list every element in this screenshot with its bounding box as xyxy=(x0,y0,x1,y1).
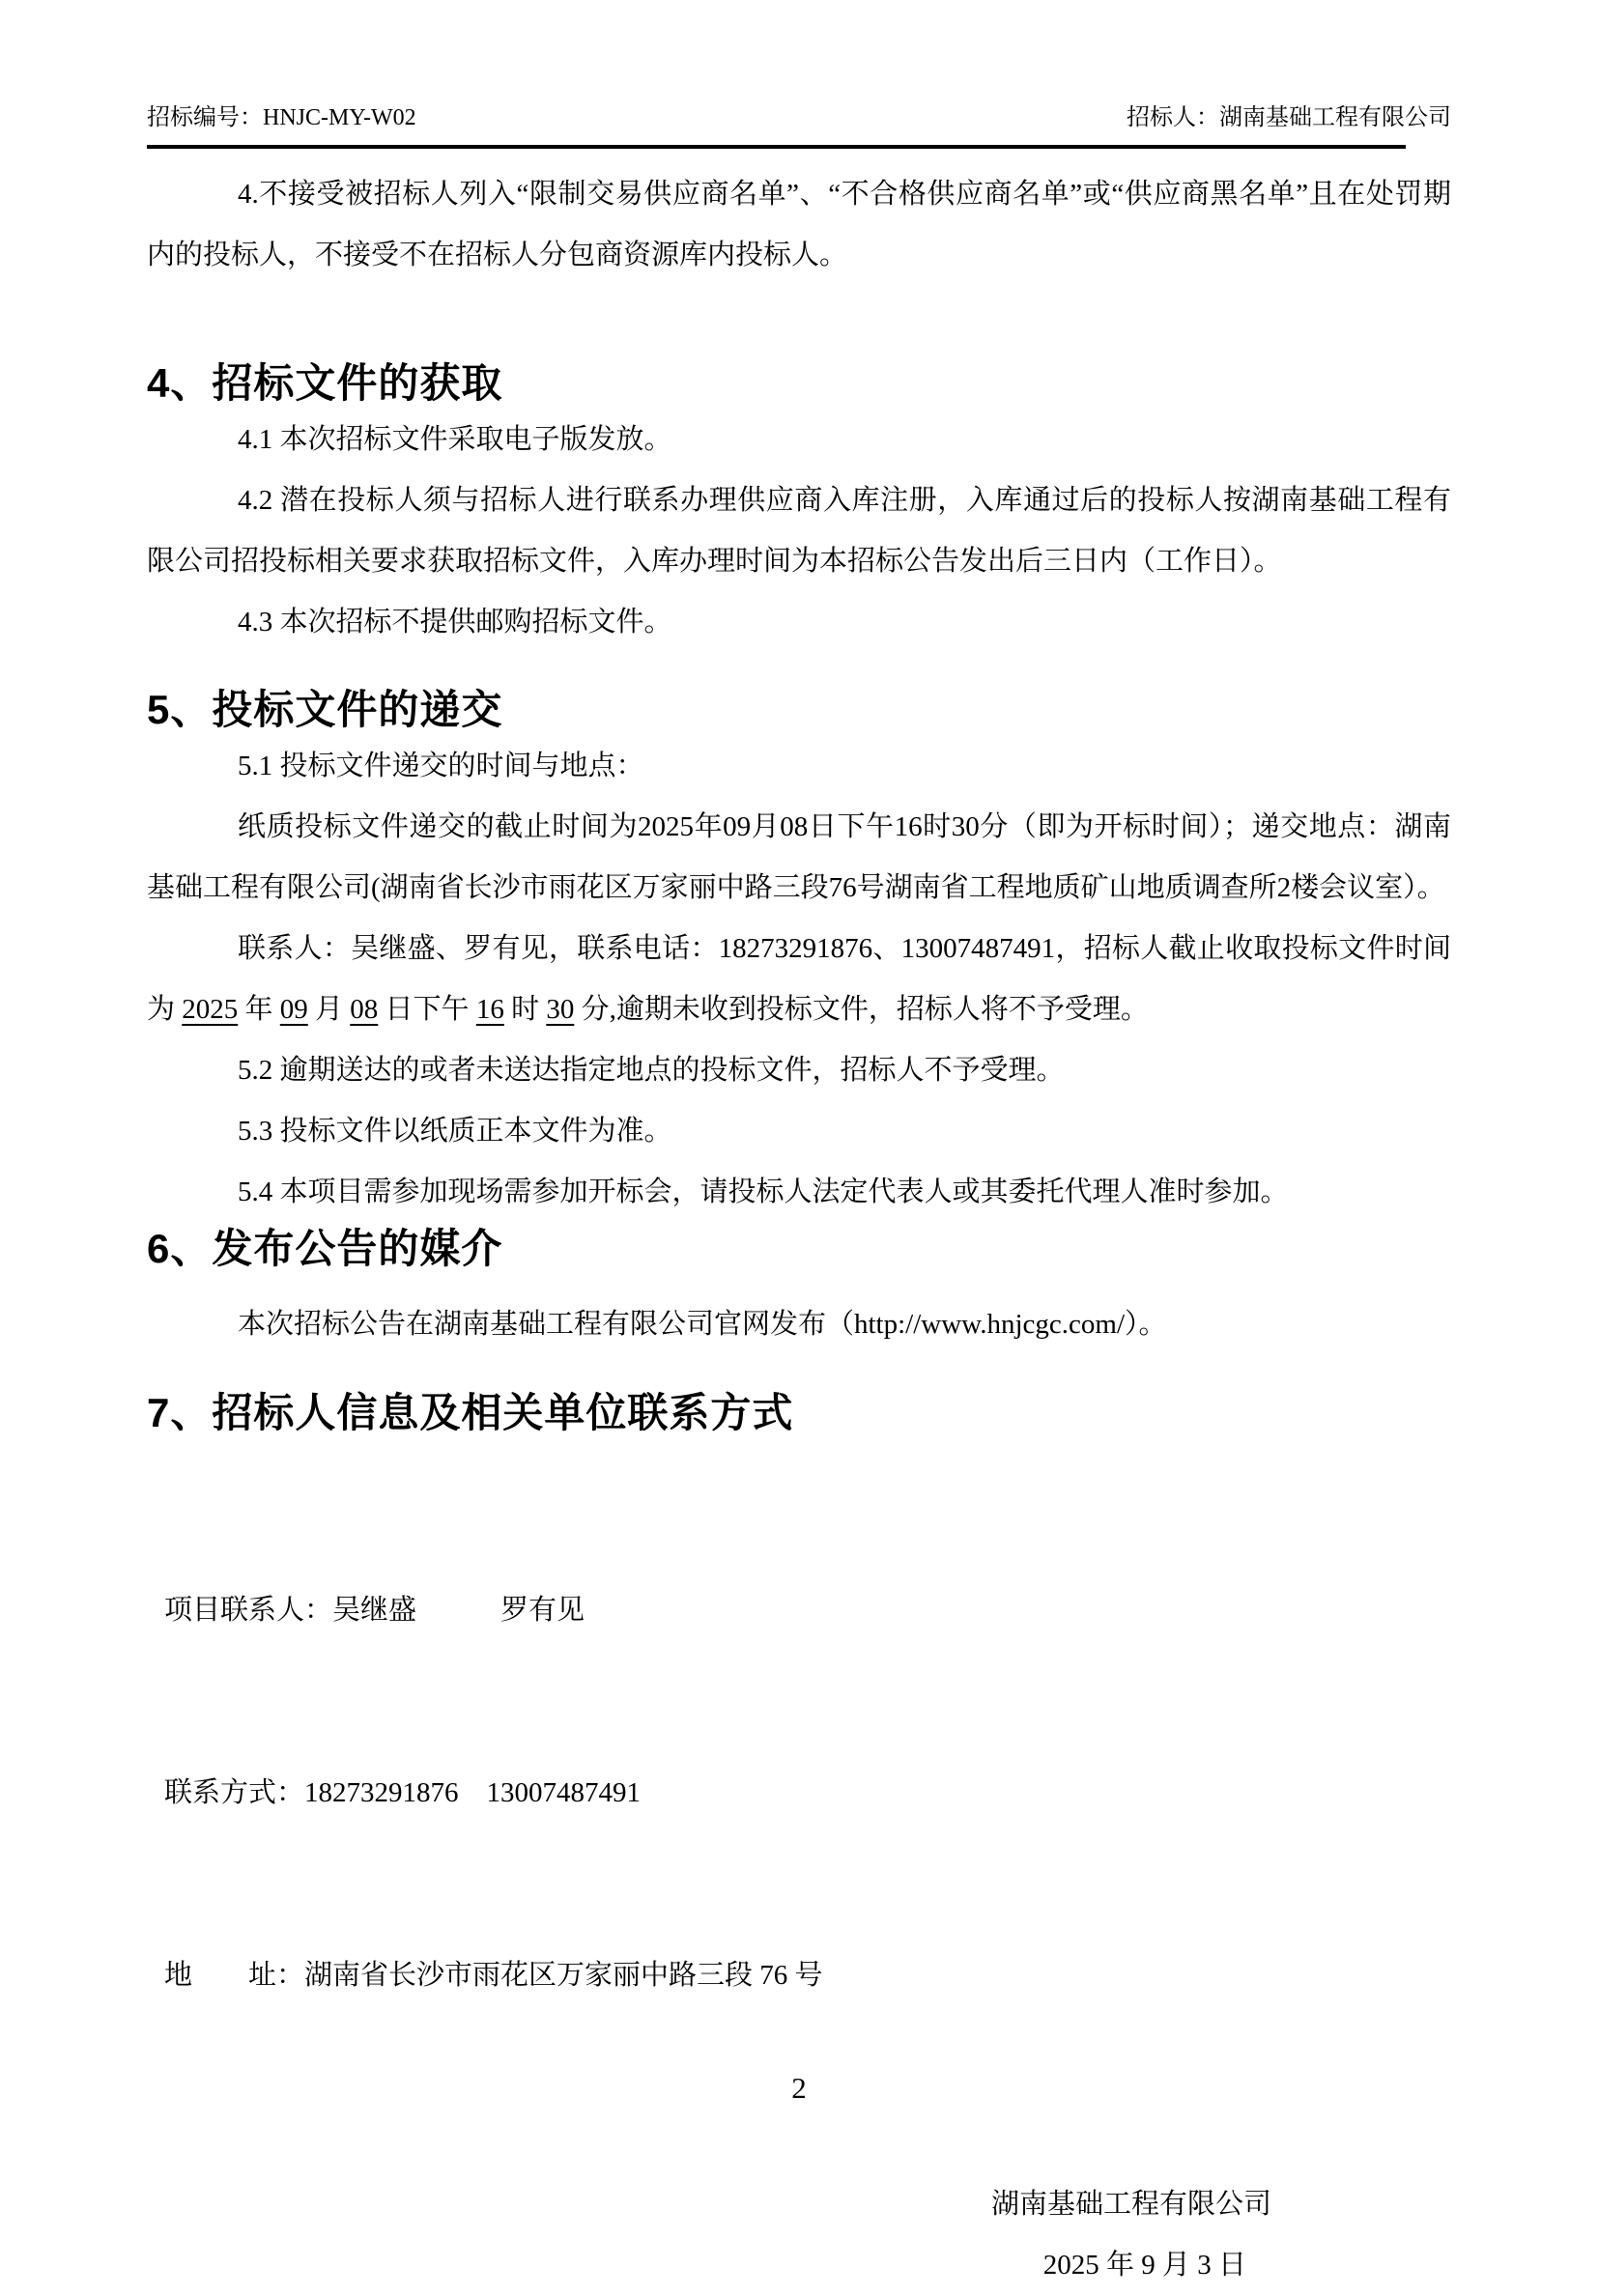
project-contacts-line: 项目联系人：吴继盛 罗有见 xyxy=(164,1595,585,1626)
section6-title: 6、发布公告的媒介 xyxy=(147,1226,503,1271)
section5-paragraph-4: 5.3 投标文件以纸质正本文件为准。 xyxy=(238,1116,672,1147)
address-line: 地 址：湖南省长沙市雨花区万家丽中路三段 76 号 xyxy=(164,1960,823,1991)
section4-paragraph-3: 4.3 本次招标不提供邮购招标文件。 xyxy=(238,607,672,638)
section5-paragraph-5: 5.4 本项目需参加现场需参加开标会，请投标人法定代表人或其委托代理人准时参加。 xyxy=(238,1176,1289,1207)
deadline-minute: 30 xyxy=(546,994,575,1025)
section4-title: 4、招标文件的获取 xyxy=(147,360,503,406)
contact-text: 日下午 xyxy=(378,994,476,1025)
section5-paragraph-3: 5.2 逾期送达的或者未送达指定地点的投标文件，招标人不予受理。 xyxy=(238,1055,1065,1086)
section5-deadline-paragraph: 纸质投标文件递交的截止时间为2025年09月08日下午16时30分（即为开标时间）；递交地点：湖南基础工程有限公司(湖南省长沙市雨花区万家丽中路三段76号湖南省工程地质矿山地质调查所2楼会议室）。 xyxy=(147,811,1451,903)
page-header xyxy=(147,104,1451,131)
tenderer-info-block xyxy=(164,1459,1451,2128)
deadline-day: 08 xyxy=(350,994,379,1025)
signoff-company: 湖南基础工程有限公司 xyxy=(990,2189,1271,2220)
section5-title: 5、投标文件的递交 xyxy=(147,687,503,732)
contact-phones-line: 联系方式：18273291876 13007487491 xyxy=(164,1777,642,1808)
deadline-year: 2025 xyxy=(182,994,239,1025)
deadline-month: 09 xyxy=(279,994,308,1025)
contact-text: 年 xyxy=(238,994,280,1025)
header-tender-number: 招标编号：HNJC-MY-W02 xyxy=(147,105,416,130)
document-content xyxy=(147,0,1451,2296)
intro-paragraph: 4.不接受被招标人列入“限制交易供应商名单”、“不合格供应商名单”或“供应商黑名单”且在处罚期内的投标人，不接受不在招标人分包商资源库内投标人。 xyxy=(147,179,1451,270)
section5-contact-paragraph xyxy=(147,919,1451,1040)
section6-paragraph: 本次招标公告在湖南基础工程有限公司官网发布（http://www.hnjcgc.com/）。 xyxy=(238,1309,1167,1340)
contact-text: 分,逾期未收到投标文件，招标人将不予受理。 xyxy=(574,994,1149,1025)
contact-text: 时 xyxy=(503,994,547,1025)
page-number: 2 xyxy=(791,2071,807,2105)
header-divider xyxy=(147,145,1406,149)
section4-paragraph-1: 4.1 本次招标文件采取电子版发放。 xyxy=(238,424,672,455)
header-tenderer: 招标人：湖南基础工程有限公司 xyxy=(1127,105,1451,130)
section4-paragraph-2: 4.2 潜在投标人须与招标人进行联系办理供应商入库注册，入库通过后的投标人按湖南基础工程有限公司招投标相关要求获取招标文件，入库办理时间为本招标公告发出后三日内（工作日）。 xyxy=(147,485,1451,577)
deadline-hour: 16 xyxy=(475,994,504,1025)
contact-text: 联系人：吴继盛、罗有见，联系电话：18273291876、13007487491，招标人截止收取投标文件时间为 xyxy=(147,933,1451,1025)
section7-title: 7、招标人信息及相关单位联系方式 xyxy=(147,1390,794,1435)
section5-paragraph-1: 5.1 投标文件递交的时间与地点： xyxy=(238,751,644,781)
signoff-block xyxy=(147,2174,1451,2296)
signoff-date: 2025 年 9 月 3 日 xyxy=(1042,2250,1246,2281)
contact-text: 月 xyxy=(307,994,351,1025)
